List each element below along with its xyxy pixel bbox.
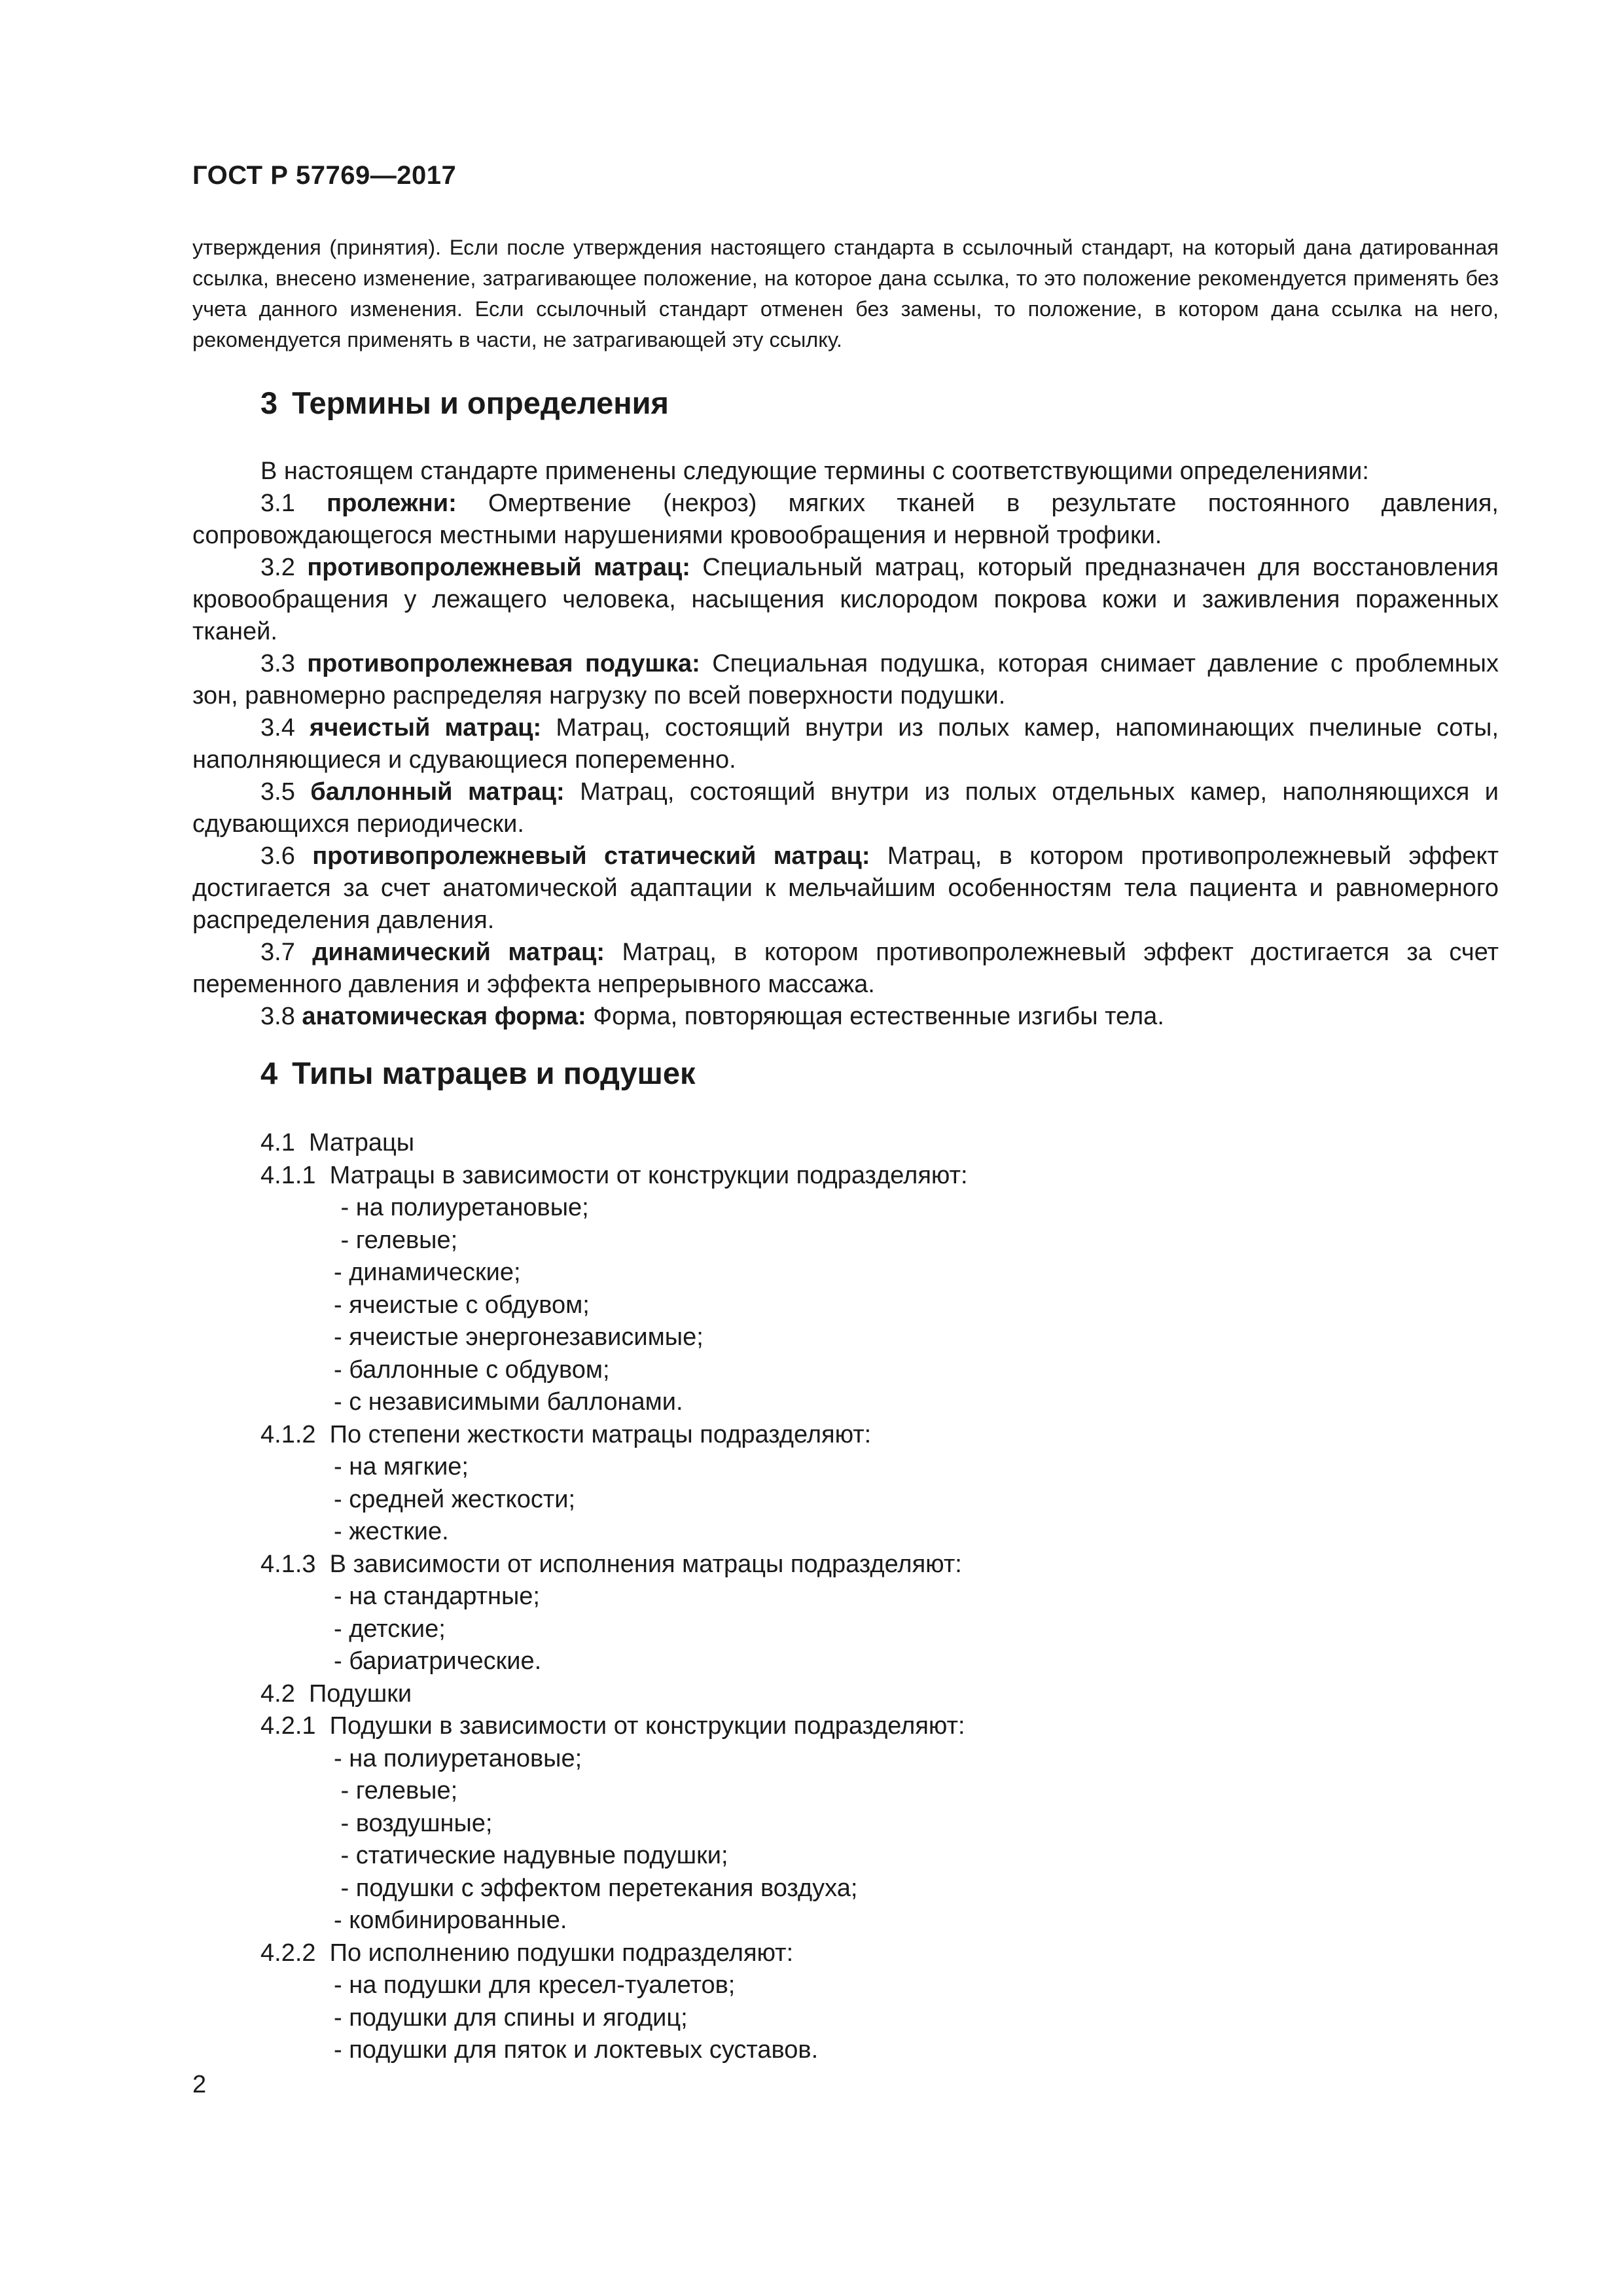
definitions-list — [192, 488, 1499, 1033]
definition-term: динамический матрац: — [312, 939, 605, 966]
definition-3-2 — [192, 552, 1499, 648]
definition-3-5 — [192, 776, 1499, 840]
section-3-heading — [260, 385, 669, 421]
definition-term: противопролежневый статический матрац: — [312, 842, 870, 870]
definition-number: 3.6 — [260, 842, 295, 870]
definition-text: Форма, повторяющая естественные изгибы тела. — [593, 1003, 1164, 1030]
types-list — [260, 1127, 968, 2067]
definition-number: 3.8 — [260, 1003, 295, 1030]
definition-number: 3.7 — [260, 939, 295, 966]
definition-3-3 — [192, 648, 1499, 712]
list-item: - на полиуретановые; — [334, 1194, 589, 1221]
list-item: - воздушные; — [334, 1809, 493, 1837]
list-item: - на мягкие; — [334, 1453, 469, 1480]
definition-3-4 — [192, 712, 1499, 776]
definition-text: Омертвение (некроз) мягких тканей в результате постоянного давления, сопровождающегося местными нарушениями кровообращения и нервной трофики. — [192, 490, 1499, 549]
section-4-heading — [260, 1055, 696, 1091]
clause-line: 4.1.2 По степени жесткости матрацы подразделяют: — [260, 1420, 872, 1448]
definitions-block — [192, 456, 1499, 1033]
definition-term: анатомическая форма: — [302, 1003, 586, 1030]
list-item: - гелевые; — [334, 1226, 458, 1254]
definition-term: баллонный матрац: — [310, 778, 565, 806]
list-item: - на полиуретановые; — [334, 1744, 582, 1772]
definition-text: Специальный матрац, который предназначен для восстановления кровообращения у лежащего человека, насыщения кислородом покрова кожи и заживления пораженных тканей. — [192, 554, 1499, 645]
list-item: - детские; — [334, 1615, 446, 1643]
list-item: - комбинированные. — [334, 1907, 567, 1934]
definitions-lead: В настоящем стандарте применены следующие термины с соответствующими определениями: — [260, 457, 1369, 485]
definition-text: Матрац, в котором противопролежневый эффект достигается за счет переменного давления и эффекта непрерывного массажа. — [192, 939, 1499, 998]
clause-line: 4.1 Матрацы — [260, 1129, 415, 1157]
definition-term: противопролежневая подушка: — [307, 650, 700, 677]
clause-line: 4.1.3 В зависимости от исполнения матрацы подразделяют: — [260, 1550, 962, 1578]
section-4-number: 4 — [260, 1056, 278, 1090]
list-item: - динамические; — [334, 1259, 521, 1286]
definition-3-1 — [192, 488, 1499, 552]
page-number: 2 — [192, 2071, 207, 2098]
definition-text: Матрац, состоящий внутри из полых отдельных камер, наполняющихся и сдувающихся периодически. — [192, 778, 1499, 838]
clause-line: 4.2.2 По исполнению подушки подразделяют: — [260, 1939, 794, 1967]
section-4-title: Типы матрацев и подушек — [292, 1056, 696, 1090]
list-item: - на подушки для кресел-туалетов; — [334, 1971, 736, 1999]
definition-3-8 — [192, 1001, 1499, 1033]
definition-number: 3.1 — [260, 490, 295, 517]
list-item: - подушки для пяток и локтевых суставов. — [334, 2036, 819, 2064]
clause-line: 4.2 Подушки — [260, 1679, 412, 1708]
intro-paragraph: утверждения (принятия). Если после утверждения настоящего стандарта в ссылочный стандарт, на который дана датированная ссылка, внесено изменение, затрагивающее положение, на которое дана ссылка, то это положение рекомендуется применять без учета данного изменения. Если ссылочный стандарт отменен без замены, то положение, в котором дана ссылка на него, рекомендуется применять в части, не затрагивающей эту ссылку. — [192, 236, 1499, 351]
list-item: - средней жесткости; — [334, 1485, 576, 1513]
list-item: - с независимыми баллонами. — [334, 1388, 683, 1416]
definition-number: 3.3 — [260, 650, 295, 677]
definition-text: Специальная подушка, которая снимает давление с проблемных зон, равномерно распределяя нагрузку по всей поверхности подушки. — [192, 650, 1499, 709]
document-header: ГОСТ Р 57769—2017 — [192, 161, 457, 190]
list-item: - подушки с эффектом перетекания воздуха; — [334, 1874, 858, 1902]
section-3-title: Термины и определения — [292, 386, 669, 420]
definition-number: 3.5 — [260, 778, 295, 806]
list-item: - бариатрические. — [334, 1647, 542, 1675]
list-item: - ячеистые с обдувом; — [334, 1291, 590, 1319]
clause-line: 4.1.1 Матрацы в зависимости от конструкции подразделяют: — [260, 1161, 968, 1189]
list-item: - подушки для спины и ягодиц; — [334, 2003, 688, 2032]
definition-term: пролежни: — [327, 490, 457, 517]
list-item: - ячеистые энергонезависимые; — [334, 1323, 704, 1351]
section-3-number: 3 — [260, 386, 278, 420]
list-item: - жесткие. — [334, 1518, 449, 1545]
list-item: - гелевые; — [334, 1777, 458, 1804]
definition-text: Матрац, состоящий внутри из полых камер, напоминающих пчелиные соты, наполняющиеся и сдувающиеся попеременно. — [192, 714, 1499, 774]
clause-line: 4.2.1 Подушки в зависимости от конструкции подразделяют: — [260, 1712, 965, 1740]
definition-3-6 — [192, 840, 1499, 937]
list-item: - баллонные с обдувом; — [334, 1355, 610, 1384]
definition-term: противопролежневый матрац: — [307, 554, 690, 581]
definition-3-7 — [192, 937, 1499, 1001]
definition-number: 3.4 — [260, 714, 295, 742]
list-item: - статические надувные подушки; — [334, 1842, 728, 1869]
definition-term: ячеистый матрац: — [310, 714, 542, 742]
list-item: - на стандартные; — [334, 1583, 540, 1610]
definition-number: 3.2 — [260, 554, 295, 581]
definition-text: Матрац, в котором противопролежневый эффект достигается за счет анатомической адаптации к мельчайшим особенностям тела пациента и равномерного распределения давления. — [192, 842, 1499, 934]
